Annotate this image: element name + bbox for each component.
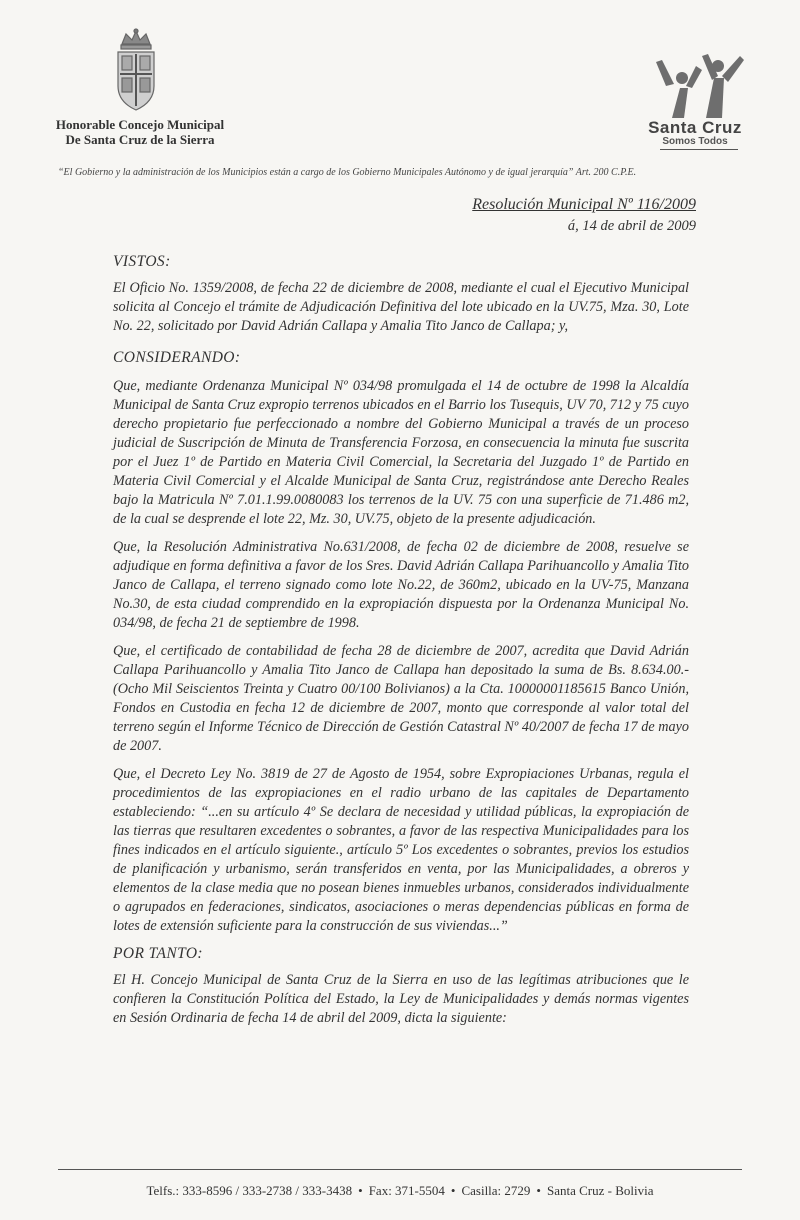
paragraph-considerando-3: Que, el certificado de contabilidad de fecha 28 de diciembre de 2007, acredita que David Adrián Callapa Parihuancollo y Amalia Tito Janco de Callapa han depositado la suma de Bs. 8.634.00.- (Ocho Mil Seiscientos Treinta y Cuatro 00/100 Bolivianos) a la Cta. 10000001185615 Banco Unión, Fondos en Custodia en fecha 12 de diciembre de 2007, monto que corresponde al valor total del terreno según el Informe Técnico de Dirección de Gestión Catastral Nº 40/2007 de fecha 17 de mayo de 2007.	[113, 643, 689, 754]
resolution-date: á, 14 de abril de 2009	[567, 218, 696, 234]
heading-considerando: CONSIDERANDO:	[113, 349, 241, 366]
footer-phones: Telfs.: 333-8596 / 333-2738 / 333-3438	[146, 1183, 353, 1198]
constitution-quote: “El Gobierno y la administración de los Municipios están a cargo de los Gobierno Municipales Autónomo y de igual jerarquía” Art. 200 C.P.E.	[58, 167, 637, 178]
heading-vistos: VISTOS:	[113, 253, 171, 270]
council-name	[40, 117, 240, 147]
logo-title: Santa Cruz	[648, 118, 742, 137]
paragraph-vistos: El Oficio No. 1359/2008, de fecha 22 de diciembre de 2008, mediante el cual el Ejecutivo Municipal solicita al Concejo el trámite de Adjudicación Definitiva del lote ubicado en la UV.75, Mza. 30, Lote No. 22, solicitado por David Adrián Callapa y Amalia Tito Janco de Callapa; y,	[113, 280, 689, 334]
logo-subtitle: Somos Todos	[662, 136, 728, 147]
footer-fax: Fax: 371-5504	[368, 1183, 445, 1198]
coat-of-arms-icon	[108, 28, 164, 118]
resolution-title: Resolución Municipal Nº 116/2009	[472, 196, 696, 213]
paragraph-por-tanto: El H. Concejo Municipal de Santa Cruz de la Sierra en uso de las legítimas atribuciones que le confieren la Constitución Política del Estado, la Ley de Municipalidades y demás normas vigentes en Sesión Ordinaria de fecha 14 de abril del 2009, dicta la siguiente:	[113, 972, 689, 1026]
footer-contact	[58, 1183, 742, 1199]
paragraph-considerando-2: Que, la Resolución Administrativa No.631/2008, de fecha 02 de diciembre de 2008, resuelve se adjudique en forma definitiva a favor de los Sres. David Adrián Callapa Parihuancollo y Amalia Tito Janco de Callapa, el terreno signado como lote No.22, de 360m2, ubicado en la UV-75, Manzana No.30, de esta ciudad comprendido en la expropiación dispuesta por la Ordenanza Municipal No. 034/98, de fecha 21 de septiembre de 1998.	[113, 539, 689, 631]
paragraph-considerando-1: Que, mediante Ordenanza Municipal Nº 034/98 promulgada el 14 de octubre de 1998 la Alcaldía Municipal de Santa Cruz expropio terrenos ubicados en el Barrio los Tusequis, UV 70, 712 y 75 cuyo derecho propietario fue perfeccionado a nombre del Gobierno Municipal a través de un proceso judicial de Suscripción de Minuta de Transferencia Forzosa, en consecuencia la minuta fue suscrita por el Juez 1º de Partido en Materia Civil Comercial, la Secretaria del Juzgado 1º de Partido en Materia Civil Comercial y el Alcalde Municipal de Santa Cruz, registrándose ante Derecho Reales bajo la Matricula Nº 7.01.1.99.0080083 los terrenos de la UV. 75 con una superficie de 71.486 m2, de la cual se desprende el lote 22, Mz. 30, UV.75, objeto de la presente adjudicación.	[113, 378, 689, 527]
logo-divider	[660, 149, 738, 150]
council-name-line2: De Santa Cruz de la Sierra	[65, 132, 215, 147]
footer-divider	[58, 1169, 742, 1170]
footer-city: Santa Cruz - Bolivia	[546, 1183, 654, 1198]
paragraph-considerando-4: Que, el Decreto Ley No. 3819 de 27 de Agosto de 1954, sobre Expropiaciones Urbanas, regula el procedimientos de las expropiaciones en el radio urbano de las capitales de Departamento estableciendo: “...en su artículo 4º Se declara de necesidad y utilidad públicas, la expropiación de las tierras que resultaren excedentes o sobrantes, a favor de las respectiva Municipalidades para los fines indicados en el artículo siguiente., artículo 5º Los excedentes o sobrantes, previos los estudios de planificación y urbanismo, serán transferidos en venta, por las Municipalidades, a obreros y elementos de la clase media que no posean bienes inmuebles urbanos, considerados individualmente o agrupados en federaciones, sindicatos, asociaciones o meras dependencias públicas en forma de lotes de extensión suficiente para la construcción de sus viviendas...”	[113, 766, 689, 934]
council-name-line1: Honorable Concejo Municipal	[55, 117, 225, 132]
document-body	[113, 252, 689, 1028]
footer-bullet: •	[358, 1183, 363, 1198]
footer-bullet: •	[536, 1183, 541, 1198]
footer-bullet: •	[450, 1183, 456, 1198]
footer-casilla: Casilla: 2729	[461, 1183, 531, 1198]
heading-por-tanto: POR TANTO:	[113, 945, 203, 962]
